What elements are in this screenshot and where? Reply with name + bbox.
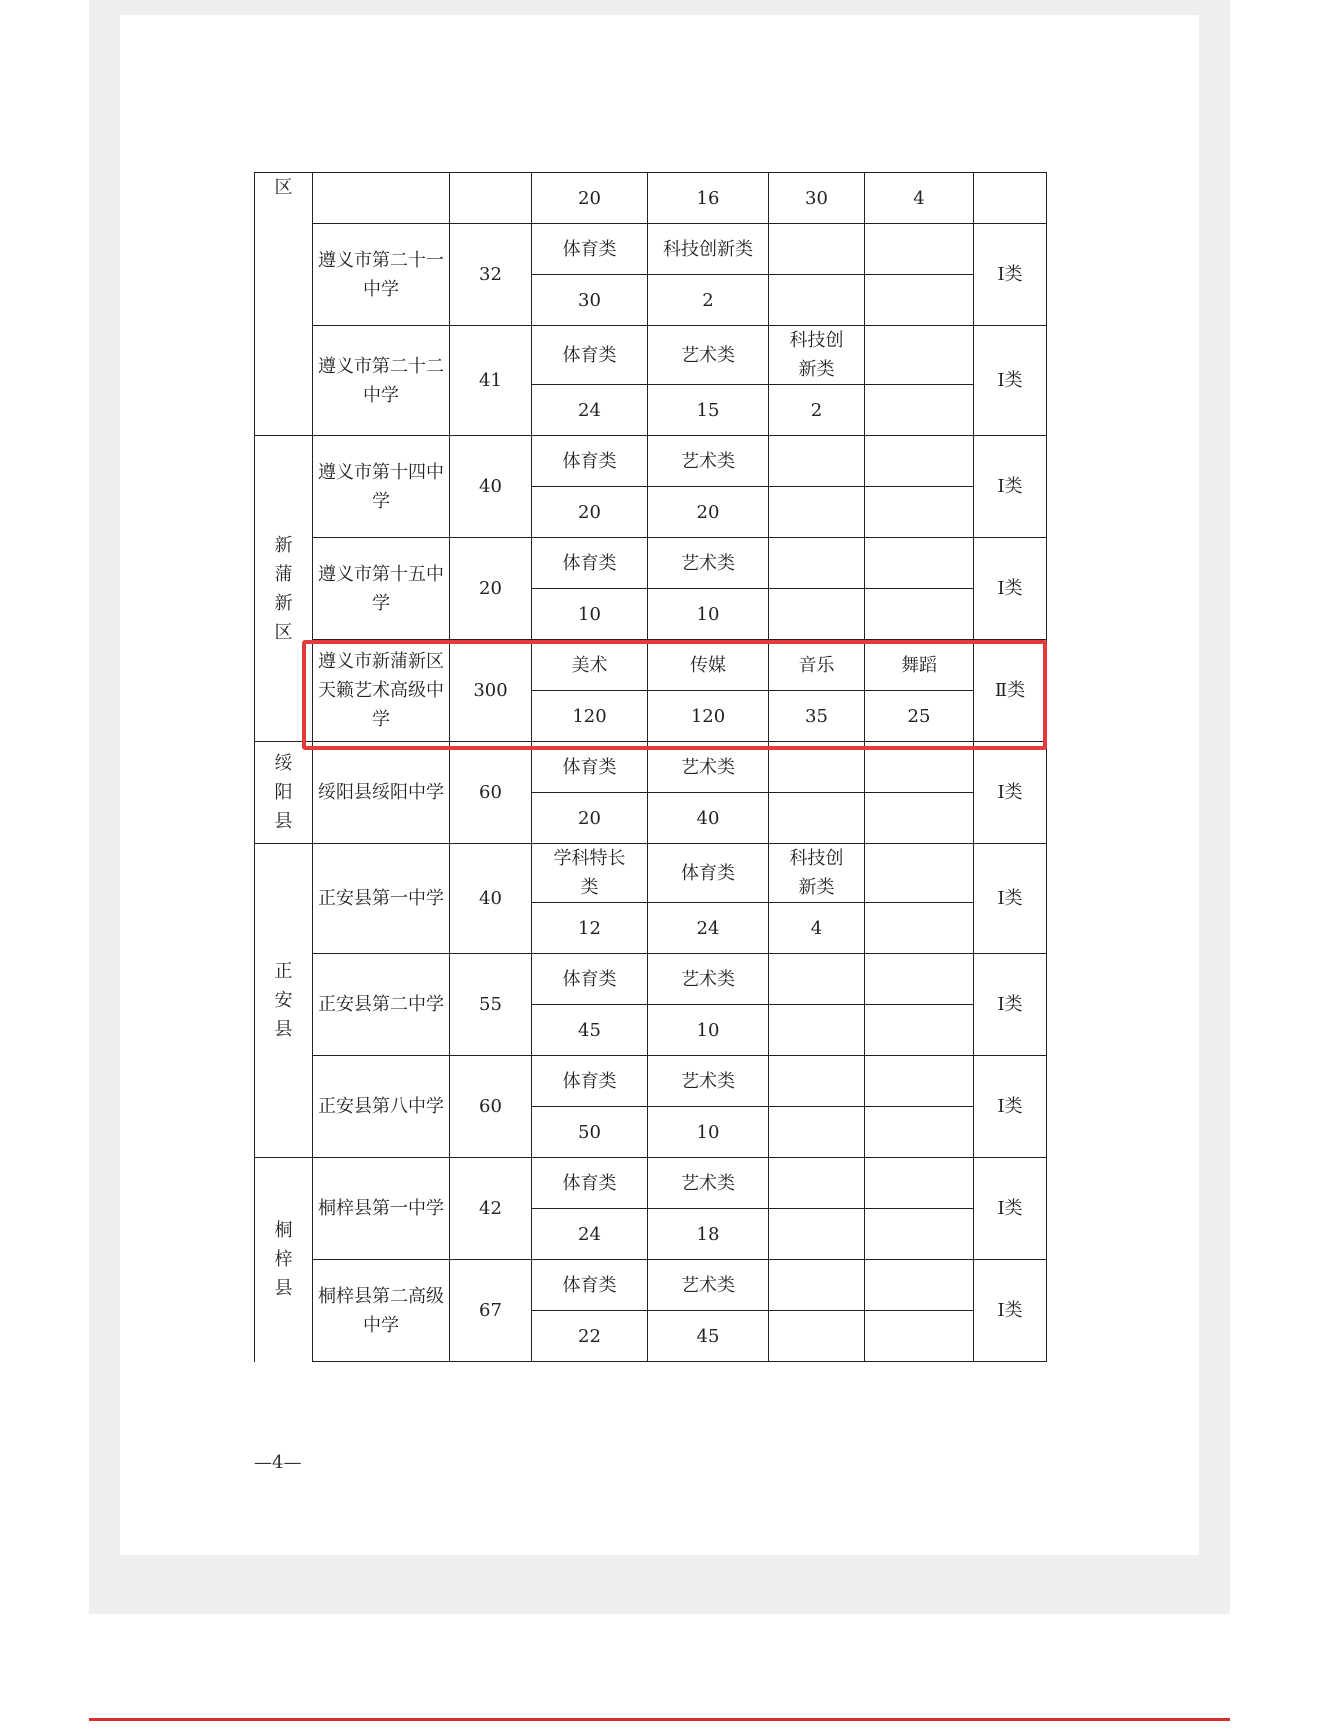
- empty-cell: [865, 224, 974, 275]
- table-row: [255, 326, 1047, 385]
- category-label: 体育类: [532, 1056, 648, 1107]
- category-label: 音乐: [769, 640, 865, 691]
- table-row: [255, 640, 1047, 691]
- category-label: 舞蹈: [865, 640, 974, 691]
- category-label: 艺术类: [648, 742, 769, 793]
- school-name: 遵义市第二十二中学: [313, 326, 450, 436]
- category-label: 体育类: [532, 1260, 648, 1311]
- empty-cell: [769, 1209, 865, 1260]
- quota-value: 20: [648, 487, 769, 538]
- table-row: [255, 954, 1047, 1005]
- category-label: 艺术类: [648, 954, 769, 1005]
- quota-value: 120: [648, 691, 769, 742]
- table-row: [255, 436, 1047, 487]
- school-class: Ⅰ类: [974, 1158, 1047, 1260]
- quota-value: 30: [532, 275, 648, 326]
- quota-value: 20: [532, 173, 648, 224]
- school-name: 桐梓县第一中学: [313, 1158, 450, 1260]
- empty-cell: [865, 844, 974, 903]
- total-quota: 60: [450, 742, 532, 844]
- bottom-divider: [89, 1718, 1230, 1721]
- empty-cell: [865, 903, 974, 954]
- category-label: 传媒: [648, 640, 769, 691]
- quota-value: 12: [532, 903, 648, 954]
- school-name: 遵义市新蒲新区天籁艺术高级中学: [313, 640, 450, 742]
- region-label: 区: [274, 177, 293, 198]
- quota-value: 35: [769, 691, 865, 742]
- table-row: [255, 1260, 1047, 1311]
- quota-value: 10: [648, 1005, 769, 1056]
- table-row: [255, 844, 1047, 903]
- quota-value: 25: [865, 691, 974, 742]
- quota-value: 10: [532, 589, 648, 640]
- category-label: 体育类: [532, 954, 648, 1005]
- total-quota: 40: [450, 436, 532, 538]
- category-label: 艺术类: [648, 538, 769, 589]
- quota-table: [254, 172, 1047, 1362]
- school-name: 桐梓县第二高级中学: [313, 1260, 450, 1362]
- category-label: 艺术类: [648, 1260, 769, 1311]
- table-row: [255, 173, 1047, 224]
- page-number: —4—: [254, 1452, 302, 1473]
- class-cell: [974, 173, 1047, 224]
- quota-value: 40: [648, 793, 769, 844]
- empty-cell: [769, 1056, 865, 1107]
- quota-value: 16: [648, 173, 769, 224]
- quota-value: 10: [648, 589, 769, 640]
- empty-cell: [769, 224, 865, 275]
- empty-cell: [865, 487, 974, 538]
- school-class: Ⅰ类: [974, 538, 1047, 640]
- school-cell: [313, 173, 450, 224]
- empty-cell: [865, 1056, 974, 1107]
- region-cell: [255, 1158, 313, 1362]
- school-name: 绥阳县绥阳中学: [313, 742, 450, 844]
- quota-value: 2: [769, 385, 865, 436]
- empty-cell: [865, 1005, 974, 1056]
- school-class: Ⅰ类: [974, 326, 1047, 436]
- quota-value: 45: [532, 1005, 648, 1056]
- empty-cell: [865, 1158, 974, 1209]
- region-cell: [255, 742, 313, 844]
- category-label: 体育类: [532, 538, 648, 589]
- empty-cell: [865, 954, 974, 1005]
- empty-cell: [865, 1311, 974, 1362]
- total-quota: 300: [450, 640, 532, 742]
- quota-value: 45: [648, 1311, 769, 1362]
- empty-cell: [769, 742, 865, 793]
- region-label: 正安县: [274, 961, 293, 1040]
- quota-value: 4: [865, 173, 974, 224]
- table-row: [255, 1056, 1047, 1107]
- school-class: Ⅰ类: [974, 436, 1047, 538]
- quota-value: 10: [648, 1107, 769, 1158]
- empty-cell: [865, 385, 974, 436]
- quota-value: 22: [532, 1311, 648, 1362]
- category-label: 学科特长类: [532, 844, 648, 903]
- table-row: [255, 742, 1047, 793]
- empty-cell: [769, 1311, 865, 1362]
- region-cell: [255, 436, 313, 742]
- category-label: 科技创新类: [648, 224, 769, 275]
- empty-cell: [769, 954, 865, 1005]
- total-quota: 41: [450, 326, 532, 436]
- quota-value: 24: [532, 385, 648, 436]
- empty-cell: [865, 275, 974, 326]
- school-class: Ⅰ类: [974, 1260, 1047, 1362]
- school-class: Ⅰ类: [974, 1056, 1047, 1158]
- category-label: 科技创新类: [769, 844, 865, 903]
- total-cell: [450, 173, 532, 224]
- quota-value: 18: [648, 1209, 769, 1260]
- quota-value: 24: [648, 903, 769, 954]
- total-quota: 32: [450, 224, 532, 326]
- total-quota: 67: [450, 1260, 532, 1362]
- table-row: [255, 224, 1047, 275]
- region-cell: [255, 173, 313, 436]
- total-quota: 20: [450, 538, 532, 640]
- empty-cell: [865, 793, 974, 844]
- school-name: 正安县第八中学: [313, 1056, 450, 1158]
- empty-cell: [865, 538, 974, 589]
- total-quota: 60: [450, 1056, 532, 1158]
- empty-cell: [865, 1107, 974, 1158]
- quota-value: 15: [648, 385, 769, 436]
- empty-cell: [865, 742, 974, 793]
- category-label: 美术: [532, 640, 648, 691]
- category-label: 体育类: [532, 224, 648, 275]
- category-label: 艺术类: [648, 326, 769, 385]
- category-label: 科技创新类: [769, 326, 865, 385]
- empty-cell: [865, 1260, 974, 1311]
- table-row: [255, 1158, 1047, 1209]
- empty-cell: [769, 538, 865, 589]
- quota-value: 24: [532, 1209, 648, 1260]
- table-row: [255, 538, 1047, 589]
- quota-value: 20: [532, 793, 648, 844]
- school-class: Ⅰ类: [974, 844, 1047, 954]
- school-class: Ⅰ类: [974, 742, 1047, 844]
- category-label: 体育类: [532, 1158, 648, 1209]
- category-label: 体育类: [532, 436, 648, 487]
- category-label: 体育类: [648, 844, 769, 903]
- quota-value: 4: [769, 903, 865, 954]
- category-label: 艺术类: [648, 1158, 769, 1209]
- school-class: Ⅰ类: [974, 224, 1047, 326]
- empty-cell: [769, 1260, 865, 1311]
- quota-value: 50: [532, 1107, 648, 1158]
- empty-cell: [769, 589, 865, 640]
- quota-value: 120: [532, 691, 648, 742]
- empty-cell: [769, 1158, 865, 1209]
- category-label: 艺术类: [648, 1056, 769, 1107]
- empty-cell: [865, 589, 974, 640]
- category-label: 体育类: [532, 326, 648, 385]
- school-name: 正安县第二中学: [313, 954, 450, 1056]
- total-quota: 42: [450, 1158, 532, 1260]
- empty-cell: [769, 436, 865, 487]
- empty-cell: [865, 326, 974, 385]
- region-label: 桐梓县: [274, 1220, 293, 1300]
- quota-value: 20: [532, 487, 648, 538]
- empty-cell: [865, 436, 974, 487]
- empty-cell: [769, 275, 865, 326]
- empty-cell: [769, 793, 865, 844]
- region-cell: [255, 844, 313, 1158]
- quota-value: 2: [648, 275, 769, 326]
- category-label: 艺术类: [648, 436, 769, 487]
- school-name: 遵义市第十五中学: [313, 538, 450, 640]
- empty-cell: [769, 1005, 865, 1056]
- category-label: 体育类: [532, 742, 648, 793]
- quota-value: 30: [769, 173, 865, 224]
- empty-cell: [865, 1209, 974, 1260]
- school-class: Ⅱ类: [974, 640, 1047, 742]
- region-label: 新蒲新区: [274, 534, 293, 643]
- school-class: Ⅰ类: [974, 954, 1047, 1056]
- school-name: 遵义市第二十一中学: [313, 224, 450, 326]
- total-quota: 40: [450, 844, 532, 954]
- school-name: 遵义市第十四中学: [313, 436, 450, 538]
- empty-cell: [769, 1107, 865, 1158]
- empty-cell: [769, 487, 865, 538]
- school-name: 正安县第一中学: [313, 844, 450, 954]
- region-label: 绥阳县: [274, 753, 293, 832]
- total-quota: 55: [450, 954, 532, 1056]
